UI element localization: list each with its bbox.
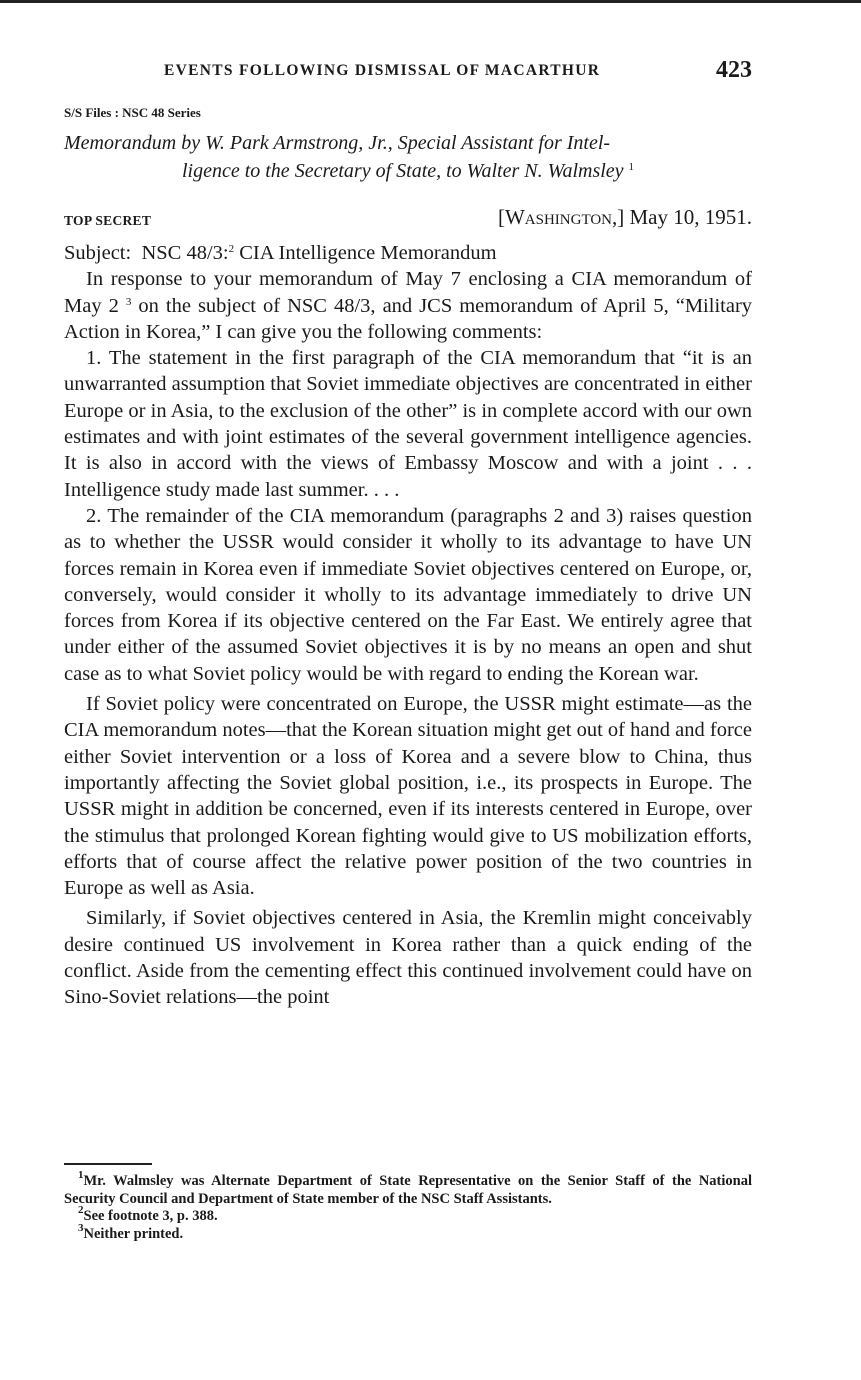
page-number: 423 — [716, 57, 752, 83]
place-open-bracket: [ — [497, 205, 505, 229]
date-place — [498, 205, 752, 230]
place-close-bracket: ] — [617, 205, 625, 229]
footnote-2 — [64, 1204, 752, 1226]
footnote-1 — [64, 1169, 752, 1208]
classification: TOP SECRET — [64, 213, 152, 228]
paragraph-1 — [64, 266, 752, 345]
footnote-3 — [64, 1221, 752, 1244]
source-files: S/S Files : NSC 48 Series — [64, 105, 201, 120]
subject-text: CIA Intelligence Memorandum — [239, 242, 497, 264]
document-body — [64, 240, 752, 1011]
footnote-marker: 2 — [78, 1204, 84, 1217]
paragraph-1-text-b: on the subject of NSC 48/3, and JCS memorandum of April 5, “Military Action in Korea,” I can give you the following comments: — [64, 294, 753, 343]
running-head — [64, 58, 752, 88]
running-head-title: EVENTS FOLLOWING DISMISSAL OF MACARTHUR — [164, 62, 601, 79]
footnote-rule — [64, 1163, 152, 1165]
paragraph-3: 2. The remainder of the CIA memorandum (paragraphs 2 and 3) raises question as to whether the USSR would consider it wholly to its advantage to have UN forces remain in Korea even if immediate Soviet objectives centered on Europe, or, conversely, would consider it wholly to its advantage immediately to drive UN forces from Korea if its objective centered on the Far East. We entirely agree that under either of the assumed Soviet objectives it is by no means an open and shut case as to what Soviet policy would be with regard to ending the Korean war. — [64, 504, 752, 685]
footnote-text: Mr. Walmsley was Alternate Department of State Representative on the Senior Staff of the National Security Council and Department of State member of the NSC Staff Assistants. — [64, 1173, 752, 1207]
paragraph-5: Similarly, if Soviet objectives centered in Asia, the Kremlin might conceivably desire continued US involvement in Korea rather than a quick ending of the conflict. Aside from the cementing effect this continued involvement could have on Sino-Soviet relations—the point — [64, 907, 752, 1009]
date: May 10, 1951. — [629, 205, 752, 229]
document-title-line-1: Memorandum by W. Park Armstrong, Jr., Special Assistant for Intel- — [64, 132, 611, 154]
place: Washington, — [504, 205, 618, 229]
subject-label: Subject: — [64, 242, 132, 264]
document-title-line-2-text: ligence to the Secretary of State, to Walter N. Walmsley — [181, 160, 624, 182]
footnote-ref: 1 — [628, 161, 635, 173]
document-title-line-2 — [64, 157, 752, 185]
footnote-marker: 1 — [78, 1169, 84, 1181]
paragraph-4: If Soviet policy were concentrated on Europe, the USSR might estimate—as the CIA memorandum notes—that the Korean situation might get out of hand and force either Soviet intervention or a loss of Korea and a severe blow to China, thus importantly affecting the Soviet global position, i.e., its prospects in Europe. The USSR might in addition be concerned, even if its interests centered in Europe, over the stimulus that prolonged Korean fighting would give to US mobilization efforts, efforts that of course affect the relative power position of the two countries in Europe as well as Asia. — [64, 693, 752, 900]
footnote-marker: 3 — [78, 1221, 84, 1234]
footnote-text: See footnote 3, p. 388. — [83, 1208, 218, 1225]
footnotes — [64, 1169, 752, 1243]
paragraph-2: 1. The statement in the first paragraph of the CIA memorandum that “it is an unwarranted assumption that Soviet immediate objectives are concentrated in either Europe or in Asia, to the exclusion of the other” is in complete accord with our own estimates and with joint estimates of the several government intelligence agencies. It is also in accord with the views of Embassy Moscow and with a joint . . . Intelligence study made last summer. . . . — [64, 347, 752, 501]
footnote-text: Neither printed. — [83, 1225, 184, 1242]
footnote-ref: 3 — [125, 295, 132, 308]
subject-ref-pre: NSC 48/3: — [141, 242, 229, 264]
footnote-ref: 2 — [228, 243, 235, 255]
dateline — [64, 205, 752, 235]
paragraph-1-text-a: In response to your memorandum of May 7 enclosing a CIA memorandum of May 2 — [64, 268, 752, 317]
subject-line — [64, 240, 752, 266]
page-top-border — [0, 0, 861, 3]
document-title — [64, 129, 752, 185]
